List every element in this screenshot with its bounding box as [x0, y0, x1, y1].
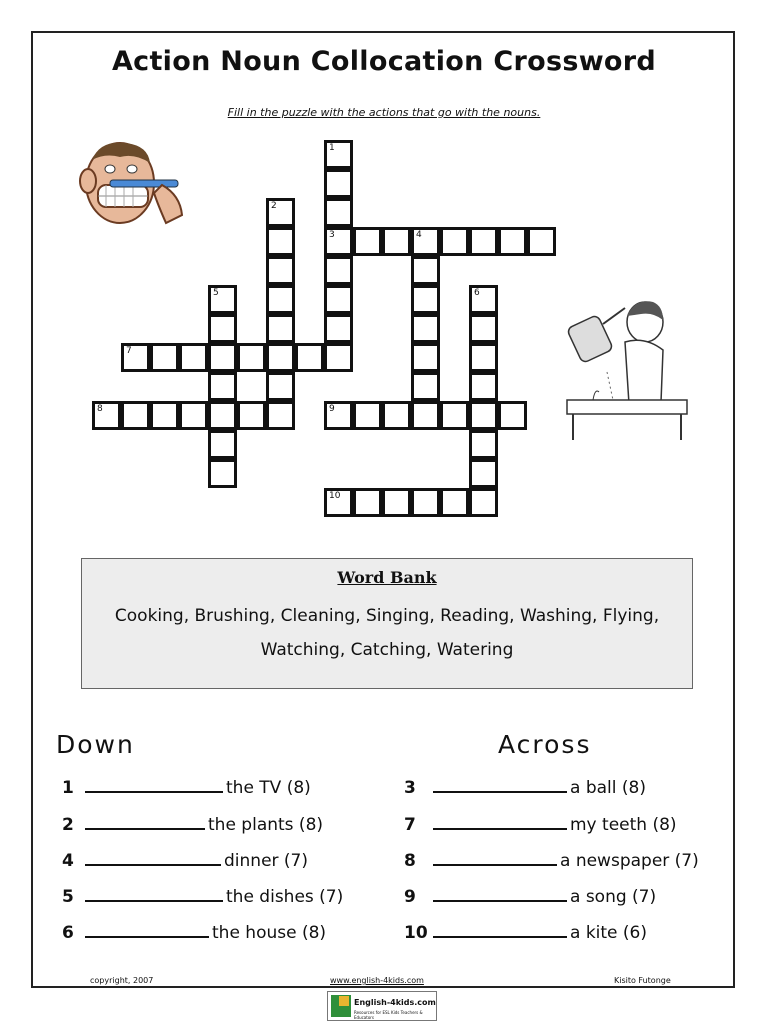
crossword-cell[interactable]: [440, 227, 469, 256]
across-heading: Across: [498, 730, 592, 759]
crossword-cell[interactable]: [411, 314, 440, 343]
down-heading: Down: [56, 730, 135, 759]
clue-text: a song (7): [570, 887, 657, 907]
crossword-cell[interactable]: [324, 285, 353, 314]
crossword-cell[interactable]: [179, 343, 208, 372]
crossword-cell[interactable]: [469, 372, 498, 401]
crossword-cell[interactable]: [150, 343, 179, 372]
answer-blank[interactable]: [85, 920, 209, 938]
crossword-cell[interactable]: [411, 488, 440, 517]
crossword-cell[interactable]: [295, 343, 324, 372]
crossword-cell[interactable]: [411, 285, 440, 314]
cell-number: 7: [126, 346, 132, 356]
clue-text: a ball (8): [570, 778, 646, 798]
crossword-cell[interactable]: [324, 314, 353, 343]
page-title: Action Noun Collocation Crossword: [111, 46, 657, 77]
clue-text: my teeth (8): [570, 815, 677, 835]
crossword-cell[interactable]: [353, 227, 382, 256]
site-logo[interactable]: [327, 991, 437, 1021]
watering-plants-illustration: [563, 292, 693, 444]
crossword-cell[interactable]: [469, 343, 498, 372]
instructions: Fill in the puzzle with the actions that go with the nouns.: [227, 106, 541, 119]
crossword-cell[interactable]: [266, 285, 295, 314]
crossword-cell[interactable]: [208, 430, 237, 459]
clue-number: 7: [404, 815, 416, 835]
clue-number: 8: [404, 851, 416, 871]
logo-mark-icon: [331, 995, 351, 1017]
crossword-cell[interactable]: [179, 401, 208, 430]
crossword-cell[interactable]: [208, 314, 237, 343]
footer-author: Kisito Futonge: [614, 976, 671, 985]
clue-text: the TV (8): [226, 778, 311, 798]
crossword-cell[interactable]: [208, 343, 237, 372]
crossword-cell[interactable]: [469, 488, 498, 517]
clue-number: 5: [62, 887, 74, 907]
clue-text: a newspaper (7): [560, 851, 699, 871]
clue-number: 6: [62, 923, 74, 943]
answer-blank[interactable]: [85, 848, 221, 866]
footer-site-link[interactable]: www.english-4kids.com: [330, 976, 424, 985]
crossword-cell[interactable]: [469, 459, 498, 488]
brushing-teeth-illustration: [70, 135, 195, 235]
crossword-cell[interactable]: [469, 430, 498, 459]
crossword-cell[interactable]: [469, 314, 498, 343]
answer-blank[interactable]: [433, 884, 567, 902]
crossword-cell[interactable]: [411, 401, 440, 430]
down-clue-4: [62, 848, 308, 871]
crossword-cell[interactable]: [440, 401, 469, 430]
cell-number: 8: [97, 404, 103, 414]
across-clue-7: [404, 812, 677, 835]
word-bank-line-1: Cooking, Brushing, Cleaning, Singing, Reading, Washing, Flying,: [114, 606, 660, 626]
answer-blank[interactable]: [85, 775, 223, 793]
crossword-cell[interactable]: [440, 488, 469, 517]
clue-number: 4: [62, 851, 74, 871]
clue-number: 1: [62, 778, 74, 798]
word-bank-line-2: Watching, Catching, Watering: [260, 640, 514, 660]
cell-number: 9: [329, 404, 335, 414]
crossword-cell[interactable]: [266, 256, 295, 285]
logo-text: English-4kids.com: [354, 998, 436, 1007]
crossword-cell[interactable]: [266, 343, 295, 372]
cell-number: 2: [271, 201, 277, 211]
cell-number: 6: [474, 288, 480, 298]
crossword-cell[interactable]: [382, 488, 411, 517]
clue-text: the plants (8): [208, 815, 324, 835]
cell-number: 1: [329, 143, 335, 153]
crossword-cell[interactable]: [324, 256, 353, 285]
crossword-cell[interactable]: [324, 169, 353, 198]
word-bank-title: Word Bank: [337, 568, 437, 587]
answer-blank[interactable]: [433, 812, 567, 830]
clue-number: 9: [404, 887, 416, 907]
clue-text: the dishes (7): [226, 887, 344, 907]
cell-number: 4: [416, 230, 422, 240]
crossword-cell[interactable]: [208, 459, 237, 488]
crossword-cell[interactable]: [121, 401, 150, 430]
crossword-cell[interactable]: [237, 401, 266, 430]
across-clue-10: [404, 920, 647, 943]
answer-blank[interactable]: [433, 848, 557, 866]
crossword-cell[interactable]: [208, 401, 237, 430]
answer-blank[interactable]: [433, 920, 567, 938]
crossword-cell[interactable]: [469, 401, 498, 430]
answer-blank[interactable]: [433, 775, 567, 793]
crossword-cell[interactable]: [208, 372, 237, 401]
logo-tagline: Resources for ESL Kids Teachers & Educators: [354, 1010, 423, 1020]
clue-number: 2: [62, 815, 74, 835]
down-clue-2: [62, 812, 323, 835]
cell-number: 3: [329, 230, 335, 240]
crossword-cell[interactable]: [527, 227, 556, 256]
crossword-cell[interactable]: [266, 372, 295, 401]
clue-number: 10: [404, 923, 428, 943]
crossword-cell[interactable]: [382, 227, 411, 256]
crossword-cell[interactable]: [469, 227, 498, 256]
cell-number: 10: [329, 491, 341, 501]
across-clue-8: [404, 848, 699, 871]
crossword-cell[interactable]: [237, 343, 266, 372]
across-clue-9: [404, 884, 656, 907]
crossword-cell[interactable]: [411, 372, 440, 401]
crossword-cell[interactable]: [498, 227, 527, 256]
word-bank: [81, 558, 693, 689]
footer-copyright: copyright, 2007: [90, 976, 154, 985]
crossword-cell[interactable]: [324, 198, 353, 227]
crossword-cell[interactable]: [382, 401, 411, 430]
crossword-cell[interactable]: [353, 401, 382, 430]
clue-text: a kite (6): [570, 923, 647, 943]
crossword-cell[interactable]: [411, 343, 440, 372]
answer-blank[interactable]: [85, 812, 205, 830]
crossword-cell[interactable]: [324, 343, 353, 372]
crossword-cell[interactable]: [411, 256, 440, 285]
clue-number: 3: [404, 778, 416, 798]
crossword-cell[interactable]: [150, 401, 179, 430]
down-clue-5: [62, 884, 343, 907]
clue-text: dinner (7): [224, 851, 308, 871]
crossword-cell[interactable]: [266, 401, 295, 430]
crossword-cell[interactable]: [498, 401, 527, 430]
across-clue-3: [404, 775, 646, 798]
cell-number: 5: [213, 288, 219, 298]
crossword-cell[interactable]: [353, 488, 382, 517]
answer-blank[interactable]: [85, 884, 223, 902]
down-clue-6: [62, 920, 326, 943]
crossword-cell[interactable]: [266, 314, 295, 343]
down-clue-1: [62, 775, 311, 798]
crossword-cell[interactable]: [266, 227, 295, 256]
clue-text: the house (8): [212, 923, 327, 943]
